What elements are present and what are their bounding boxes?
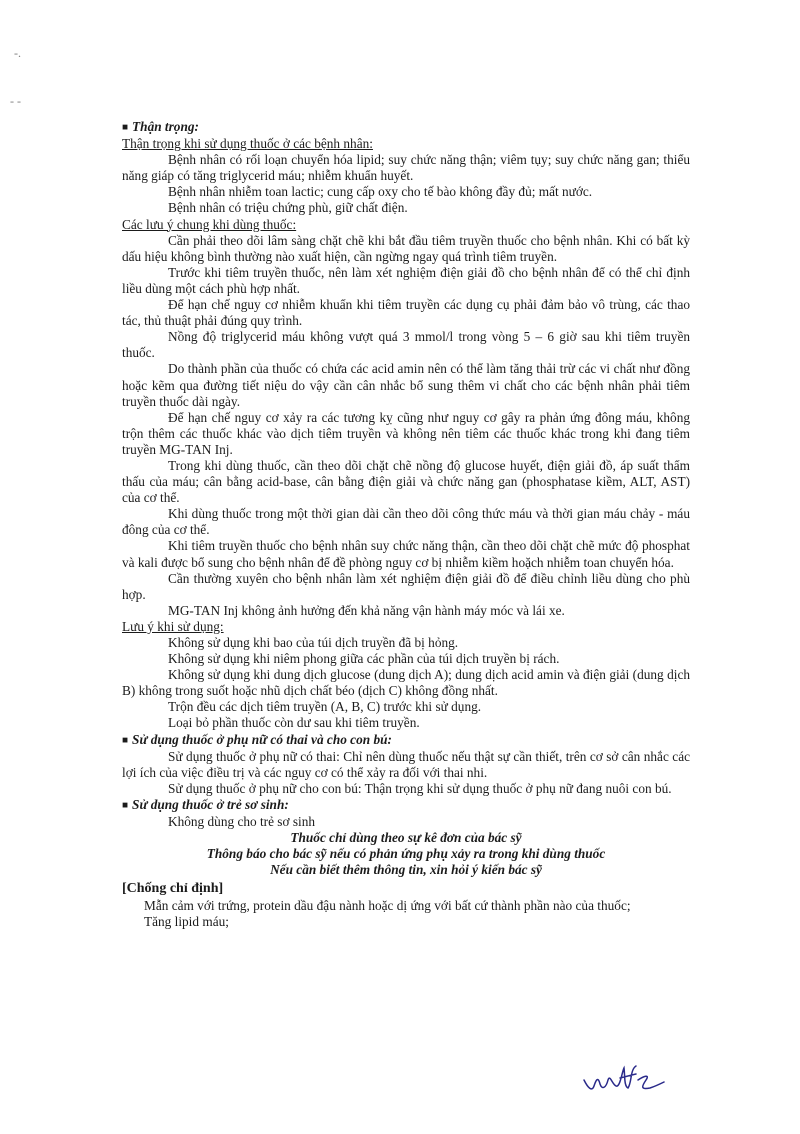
paragraph: Bệnh nhân nhiễm toan lactic; cung cấp oxy cho tế bào không đầy đủ; mất nước. bbox=[168, 184, 593, 200]
paragraph: Do thành phần của thuốc có chứa các acid amin nên có thể làm tăng thải trừ các vi chất như đồng hoặc kẽm qua đường tiết niệu do vậy cần cân nhắc bổ sung thêm vi chất cho các bệnh nhân phải tiêm truyền thuốc dài ngày. bbox=[122, 361, 690, 409]
paragraph: Trộn đều các dịch tiêm truyền (A, B, C) trước khi sử dụng. bbox=[168, 699, 482, 715]
paragraph: Loại bỏ phần thuốc còn dư sau khi tiêm truyền. bbox=[168, 715, 420, 731]
scan-artifact-mark: -. bbox=[14, 46, 21, 60]
paragraph: Cần phải theo dõi lâm sàng chặt chẽ khi bắt đầu tiêm truyền thuốc cho bệnh nhân. Khi có bất kỳ dấu hiệu không bình thường nào xuất hiện, cần ngừng ngay quá trình tiêm truyền. bbox=[122, 232, 690, 264]
paragraph: Để hạn chế nguy cơ nhiễm khuẩn khi tiêm truyền các dụng cụ phải đảm bảo vô trùng, các thao tác, thủ thuật phải đúng quy trình. bbox=[122, 297, 690, 329]
paragraph: MG-TAN Inj không ảnh hưởng đến khả năng vận hành máy móc và lái xe. bbox=[168, 602, 565, 618]
paragraph: Không dùng cho trẻ sơ sinh bbox=[168, 814, 316, 830]
notice-line: Thuốc chỉ dùng theo sự kê đơn của bác sỹ bbox=[290, 830, 522, 846]
paragraph: Không sử dụng khi dung dịch glucose (dung dịch A); dung dịch acid amin và điện giải (dung dịch B) không trong suốt hoặc nhũ dịch chất béo (dịch C) không đồng nhất. bbox=[122, 667, 690, 699]
handwritten-signature bbox=[580, 1058, 670, 1098]
black-square-bullet-icon: ■ bbox=[122, 734, 129, 746]
notice-line: Nếu cần biết thêm thông tin, xin hỏi ý kiến bác sỹ bbox=[270, 862, 542, 878]
section-heading-tre-so-sinh bbox=[122, 797, 690, 814]
notice-line: Thông báo cho bác sỹ nếu có phản ứng phụ xảy ra trong khi dùng thuốc bbox=[206, 846, 606, 862]
subheading: Lưu ý khi sử dụng: bbox=[122, 618, 224, 634]
black-square-bullet-icon: ■ bbox=[122, 122, 129, 133]
paragraph: Bệnh nhân có triệu chứng phù, giữ chất điện. bbox=[168, 200, 408, 216]
paragraph: Khi tiêm truyền thuốc cho bệnh nhân suy chức năng thận, cần theo dõi chặt chẽ mức độ phosphat và kali được bổ sung cho bệnh nhân để đề phòng nguy cơ bị nhiễm kiềm hoặch nhiễm toan chuyển hóa. bbox=[122, 538, 690, 570]
paragraph: Trước khi tiêm truyền thuốc, nên làm xét nghiệm điện giải đồ cho bệnh nhân để có thể chỉ định liều dùng một cách phù hợp nhất. bbox=[122, 264, 690, 296]
paragraph: Tăng lipid máu; bbox=[144, 913, 229, 929]
black-square-bullet-icon: ■ bbox=[122, 799, 129, 811]
paragraph: Không sử dụng khi niêm phong giữa các phần của túi dịch truyền bị rách. bbox=[168, 651, 560, 667]
paragraph: Sử dụng thuốc ở phụ nữ cho con bú: Thận trọng khi sử dụng thuốc ở phụ nữ đang nuôi con bú. bbox=[168, 780, 672, 796]
paragraph: Mẫn cảm với trứng, protein dầu đậu nành hoặc dị ứng với bất cứ thành phần nào của thuốc; bbox=[144, 897, 631, 913]
heading-text: Sử dụng thuốc ở trẻ sơ sinh: bbox=[132, 796, 289, 812]
section-heading-than-trong bbox=[122, 119, 690, 136]
subheading: Thận trọng khi sử dụng thuốc ở các bệnh nhân: bbox=[122, 136, 373, 152]
document-page bbox=[122, 119, 690, 930]
heading-text: Thận trọng: bbox=[132, 119, 199, 134]
paragraph: Trong khi dùng thuốc, cần theo dõi chặt chẽ nồng độ glucose huyết, điện giải đồ, áp suất thẩm thấu của máu; cân bằng acid-base, cân bằng điện giải và chức năng gan (phosphatase kiềm, ALT, AST) của cơ thể. bbox=[122, 457, 690, 506]
paragraph: Để hạn chế nguy cơ xảy ra các tương kỵ cũng như nguy cơ gây ra phản ứng đông máu, không trộn thêm các thuốc khác vào dịch tiêm truyền và không nên tiêm các thuốc khác trong khi đang tiêm truyền MG-TAN Inj. bbox=[122, 409, 690, 457]
paragraph: Nồng độ triglycerid máu không vượt quá 3 mmol/l trong vòng 5 – 6 giờ sau khi tiêm truyền thuốc. bbox=[122, 329, 690, 361]
section-heading-chong-chi-dinh: [Chống chỉ định] bbox=[122, 881, 224, 897]
paragraph: Bệnh nhân có rối loạn chuyển hóa lipid; suy chức năng thận; viêm tụy; suy chức năng gan; thiểu năng giáp có tăng triglycerid máu; nhiễm khuẩn huyết. bbox=[122, 152, 690, 184]
paragraph: Sử dụng thuốc ở phụ nữ có thai: Chỉ nên dùng thuốc nếu thật sự cần thiết, trên cơ sở cân nhắc các lợi ích của việc điều trị và các nguy cơ có thể xảy ra đối với thai nhi. bbox=[122, 748, 690, 780]
subheading: Các lưu ý chung khi dùng thuốc: bbox=[122, 216, 297, 232]
scan-artifact-mark: - - bbox=[10, 94, 21, 108]
paragraph: Khi dùng thuốc trong một thời gian dài cần theo dõi công thức máu và thời gian máu chảy - máu đông của cơ thể. bbox=[122, 506, 690, 538]
heading-text: Sử dụng thuốc ở phụ nữ có thai và cho con bú: bbox=[132, 731, 392, 747]
section-heading-thai-ky bbox=[122, 732, 690, 749]
paragraph: Cần thường xuyên cho bệnh nhân làm xét nghiệm điện giải đồ để điều chỉnh liều dùng cho phù hợp. bbox=[122, 570, 690, 602]
paragraph: Không sử dụng khi bao của túi dịch truyền đã bị hỏng. bbox=[168, 635, 459, 650]
